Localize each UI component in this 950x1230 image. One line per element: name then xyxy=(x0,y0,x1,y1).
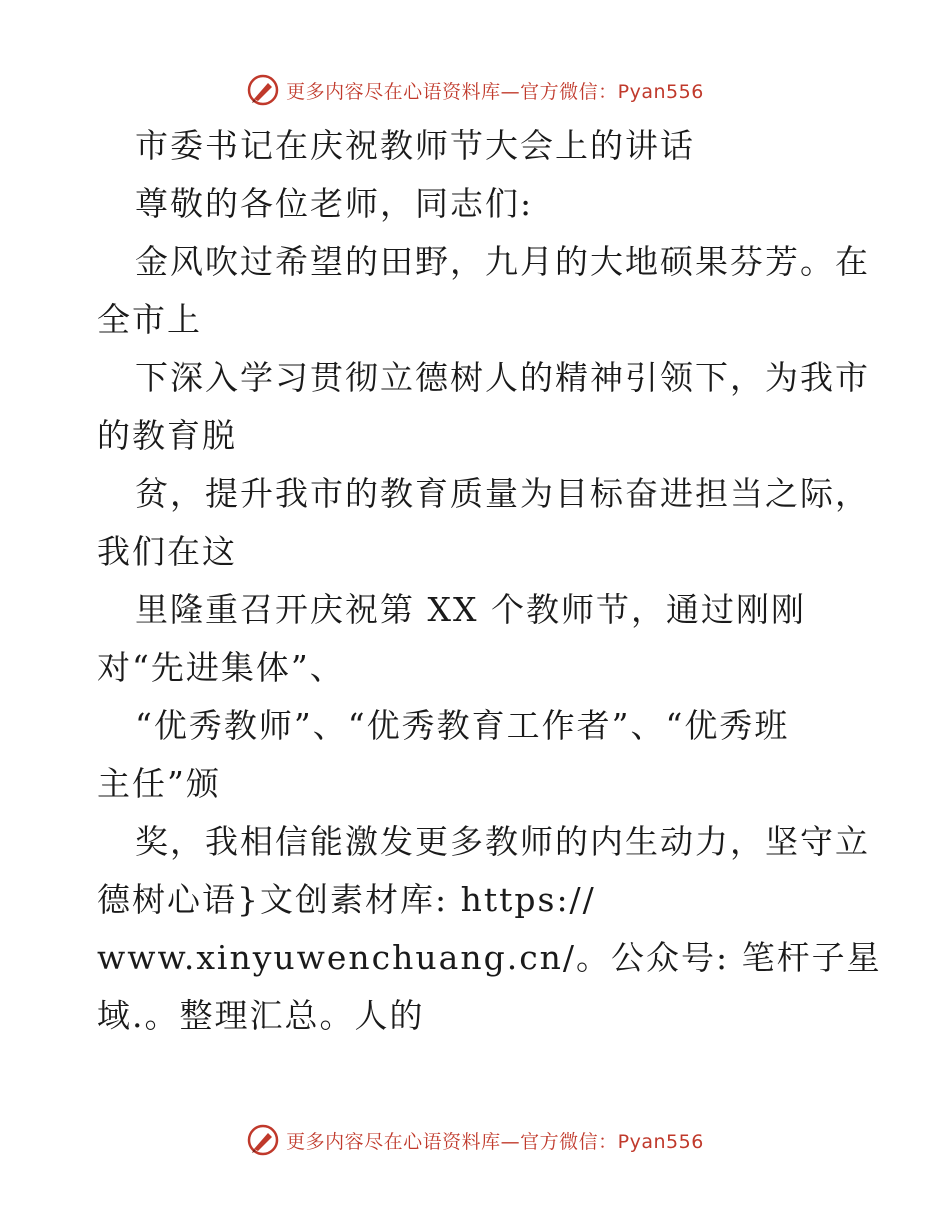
pen-logo-icon xyxy=(246,73,280,107)
paragraph-line: 下深入学习贯彻立德树人的精神引领下，为我市 xyxy=(135,358,870,397)
header-watermark-banner xyxy=(0,68,950,112)
paragraph-line: www.xinyuwenchuang.cn/。公众号: 笔杆子星 xyxy=(97,938,882,977)
header-watermark-text: 更多内容尽在心语资料库—官方微信：Pyan556 xyxy=(286,80,704,103)
paragraph-line: 里隆重召开庆祝第 XX 个教师节，通过刚刚 xyxy=(135,590,806,629)
salutation: 尊敬的各位老师，同志们: xyxy=(135,184,534,223)
paragraph-line: 金风吹过希望的田野，九月的大地硕果芬芳。在 xyxy=(135,242,870,281)
pen-logo-icon xyxy=(246,1123,280,1157)
footer-watermark-text: 更多内容尽在心语资料库—官方微信：Pyan556 xyxy=(286,1130,704,1153)
paragraph-line: 贫，提升我市的教育质量为目标奋进担当之际， xyxy=(135,474,870,513)
paragraph-line: 我们在这 xyxy=(97,532,237,571)
footer-watermark-banner xyxy=(0,1118,950,1162)
paragraph-line: 全市上 xyxy=(97,300,202,339)
paragraph-line: 德树心语}文创素材库: https:// xyxy=(97,880,596,919)
paragraph-line: 对“先进集体”、 xyxy=(97,648,345,687)
paragraph-line: 的教育脱 xyxy=(97,416,237,455)
paragraph-line: 域.。整理汇总。人的 xyxy=(97,996,425,1035)
document-title: 市委书记在庆祝教师节大会上的讲话 xyxy=(135,126,695,165)
paragraph-line: 奖，我相信能激发更多教师的内生动力，坚守立 xyxy=(135,822,870,861)
paragraph-line: “优秀教师”、“优秀教育工作者”、“优秀班 xyxy=(135,706,790,745)
paragraph-line: 主任”颁 xyxy=(97,764,221,803)
